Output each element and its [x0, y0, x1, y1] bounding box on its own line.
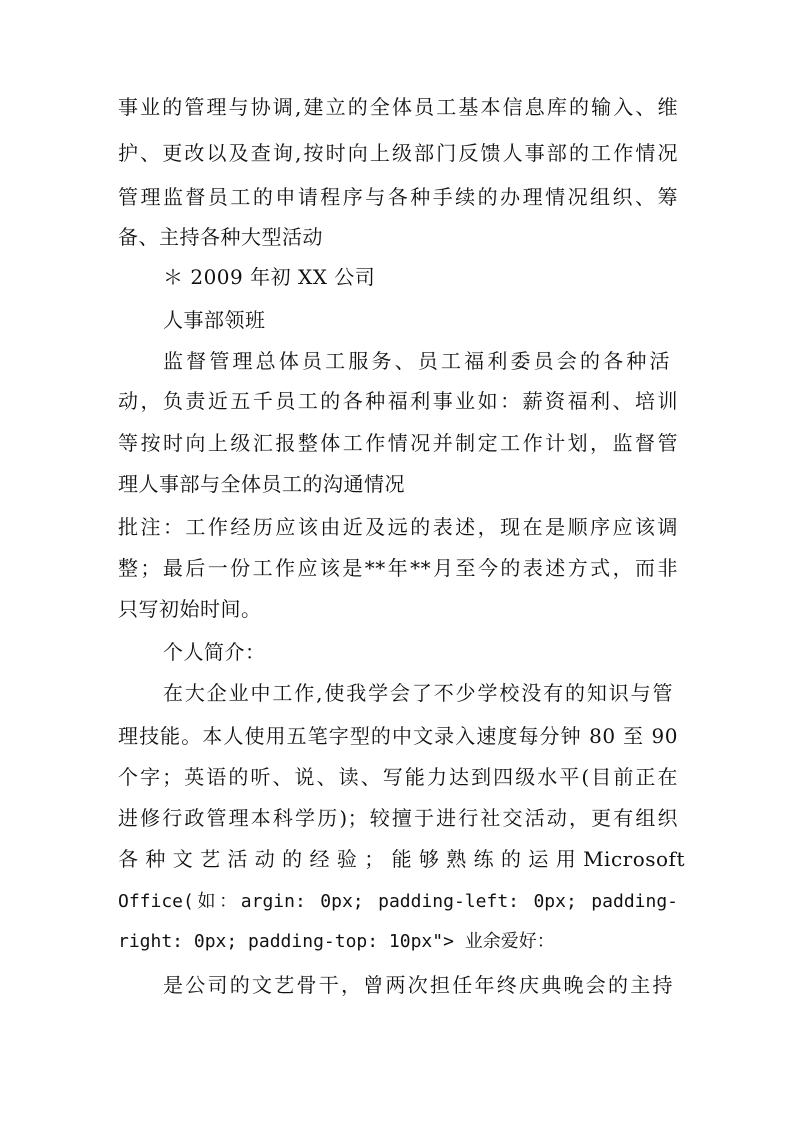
- annotation-line: 整；最后一份工作应该是**年**月至今的表述方式，而非: [118, 556, 678, 580]
- text-line: 在大企业中工作,使我学会了不少学校没有的知识与管: [163, 681, 673, 705]
- text-line: 理人事部与全体员工的沟通情况: [118, 472, 405, 496]
- text-line: 等按时向上级汇报整体工作情况并制定工作计划，监督管: [118, 431, 678, 455]
- text-line: 事业的管理与协调,建立的全体员工基本信息库的输入、维: [118, 95, 678, 119]
- text-line: 个字；英语的听、说、读、写能力达到四级水平(目前正在: [118, 765, 678, 789]
- text-line: 进修行政管理本科学历)；较擅于进行社交活动，更有组织: [118, 806, 678, 830]
- annotation-line: 只写初始时间。: [118, 597, 262, 621]
- text-line: 备、主持各种大型活动: [118, 225, 323, 249]
- text-line: Office(如：argin: 0px; padding-left: 0px; padding-: [118, 891, 678, 912]
- text-line: 动，负责近五千员工的各种福利事业如：薪资福利、培训: [118, 389, 678, 413]
- section-heading: 个人简介：: [163, 640, 266, 664]
- text-line: 护、更改以及查询,按时向上级部门反馈人事部的工作情况: [118, 141, 678, 165]
- text-line: 人事部领班: [163, 308, 266, 332]
- text-line: 管理监督员工的申请程序与各种手续的办理情况组织、筹: [118, 185, 678, 209]
- text-line: 理技能。本人使用五笔字型的中文录入速度每分钟 80 至 90: [118, 724, 678, 748]
- text-line: 各 种 文 艺 活 动 的 经 验 ； 能 够 熟 练 的 运 用 Microsoft: [118, 847, 685, 871]
- text-line: 监督管理总体员工服务、员工福利委员会的各种活: [163, 349, 670, 373]
- annotation-line: 批注：工作经历应该由近及远的表述，现在是顺序应该调: [118, 515, 678, 539]
- text-line: right: 0px; padding-top: 10px"> 业余爱好：: [118, 931, 555, 952]
- text-line: 是公司的文艺骨干，曾两次担任年终庆典晚会的主持: [163, 973, 673, 997]
- text-line: ＊ 2009 年初 XX 公司: [163, 265, 376, 289]
